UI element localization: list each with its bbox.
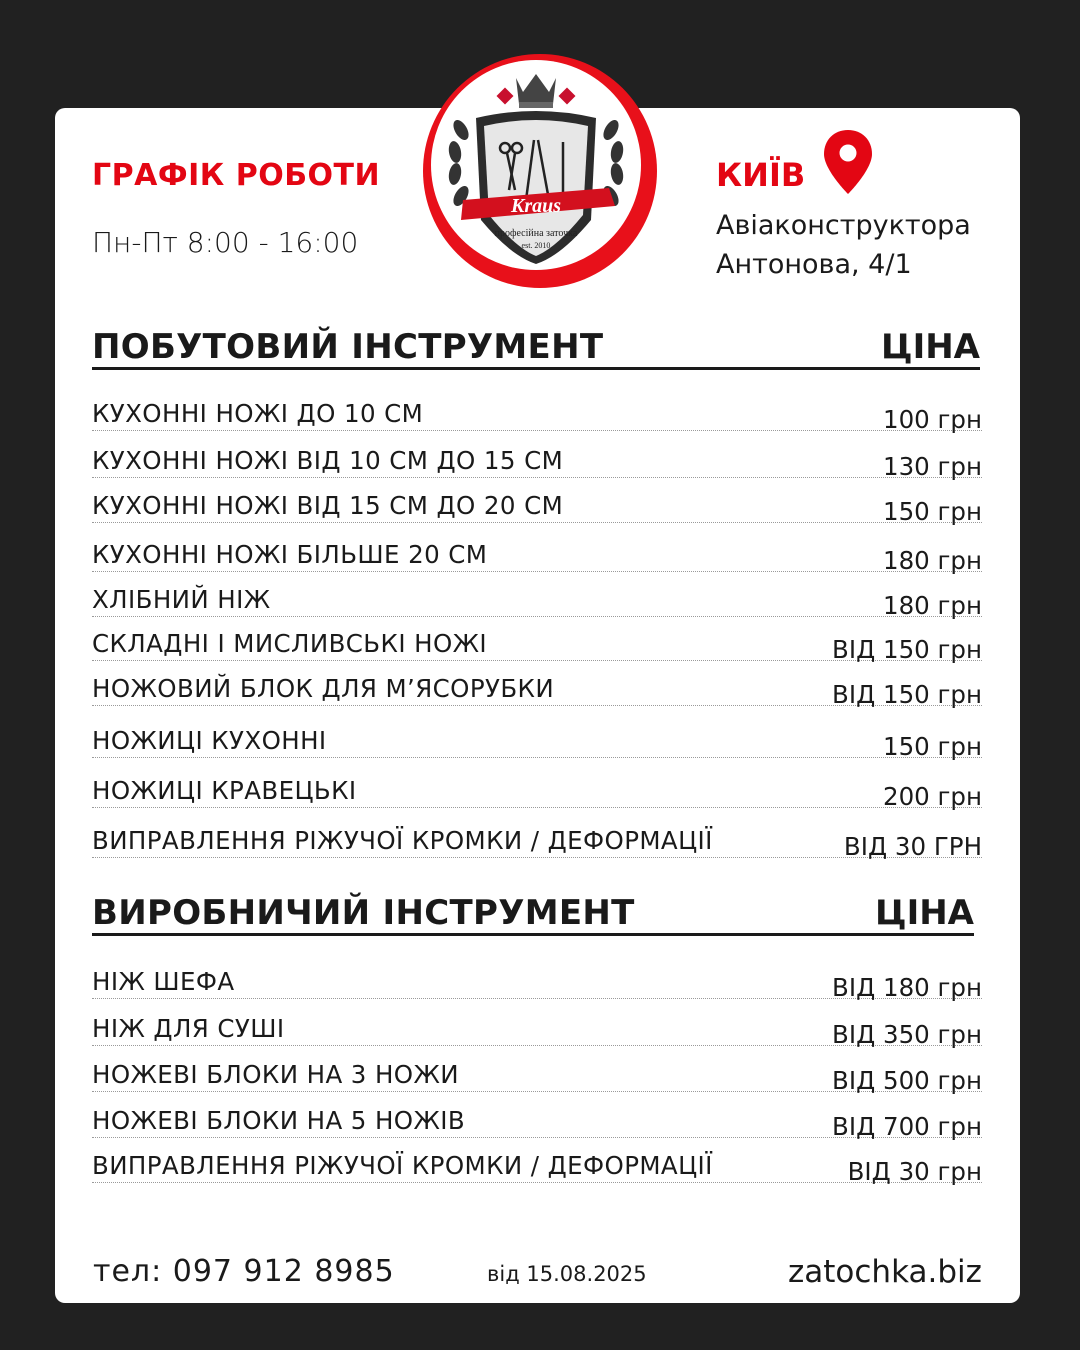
price-column-header: ЦІНА xyxy=(875,893,974,933)
item-name: КУХОННІ НОЖІ ВІД 15 СМ ДО 20 СМ xyxy=(92,491,564,520)
price-row xyxy=(92,1150,982,1186)
price-column-header: ЦІНА xyxy=(881,327,980,367)
section-header-household xyxy=(92,327,980,370)
section-title: ПОБУТОВИЙ ІНСТРУМЕНТ xyxy=(92,327,604,367)
item-name: КУХОННІ НОЖІ ВІД 10 СМ ДО 15 СМ xyxy=(92,446,564,475)
price-row xyxy=(92,775,982,811)
svg-text:професійна заточка: професійна заточка xyxy=(494,228,578,239)
city-title: КИЇВ xyxy=(716,156,806,194)
item-name: НОЖЕВІ БЛОКИ НА 5 НОЖІВ xyxy=(92,1106,466,1135)
item-name: ВИПРАВЛЕННЯ РІЖУЧОЇ КРОМКИ / ДЕФОРМАЦІЇ xyxy=(92,826,713,855)
item-name: ХЛІБНИЙ НІЖ xyxy=(92,585,271,614)
shield-icon xyxy=(431,60,641,270)
item-name: НОЖИЦІ КРАВЕЦЬКІ xyxy=(92,776,357,805)
phone-number[interactable]: тел: 097 912 8985 xyxy=(93,1254,395,1289)
item-price: ВІД 350 грн xyxy=(832,1020,982,1049)
item-price: 180 грн xyxy=(883,546,982,575)
item-price: ВІД 180 грн xyxy=(832,973,982,1002)
item-name: НОЖОВИЙ БЛОК ДЛЯ М’ЯСОРУБКИ xyxy=(92,674,555,703)
item-price: ВІД 500 грн xyxy=(832,1066,982,1095)
svg-text:Kraus: Kraus xyxy=(510,195,562,217)
item-name: НОЖИЦІ КУХОННІ xyxy=(92,726,327,755)
price-row xyxy=(92,725,982,761)
item-price: 150 грн xyxy=(883,497,982,526)
working-hours: Пн-Пт 8:00 - 16:00 xyxy=(92,226,359,259)
item-price: 100 грн xyxy=(883,405,982,434)
item-price: ВІД 150 грн xyxy=(832,635,982,664)
item-price: ВІД 700 грн xyxy=(832,1112,982,1141)
price-row xyxy=(92,1059,982,1095)
price-row xyxy=(92,584,982,620)
address-line-2: Антонова, 4/1 xyxy=(716,249,912,280)
address xyxy=(716,206,971,284)
price-row xyxy=(92,1105,982,1141)
map-pin-icon xyxy=(822,128,874,196)
item-price: 150 грн xyxy=(883,732,982,761)
item-name: НІЖ ШЕФА xyxy=(92,967,235,996)
price-row xyxy=(92,966,982,1002)
item-price: 200 грн xyxy=(883,782,982,811)
price-row xyxy=(92,539,982,575)
section-header-professional xyxy=(92,893,974,936)
website-link[interactable]: zatochka.biz xyxy=(788,1254,982,1290)
item-name: СКЛАДНІ І МИСЛИВСЬКІ НОЖІ xyxy=(92,629,488,658)
price-row xyxy=(92,398,982,434)
svg-text:est. 2010: est. 2010 xyxy=(521,241,551,250)
section-title: ВИРОБНИЧИЙ ІНСТРУМЕНТ xyxy=(92,893,635,933)
item-name: КУХОННІ НОЖІ ДО 10 СМ xyxy=(92,399,424,428)
item-name: НОЖЕВІ БЛОКИ НА 3 НОЖИ xyxy=(92,1060,459,1089)
valid-from-date: від 15.08.2025 xyxy=(487,1262,647,1286)
hours-title: ГРАФІК РОБОТИ xyxy=(92,158,381,193)
kraus-logo xyxy=(423,54,657,288)
item-price: ВІД 30 грн xyxy=(847,1157,982,1186)
item-price: 130 грн xyxy=(883,452,982,481)
crown-icon xyxy=(516,74,556,108)
item-price: 180 грн xyxy=(883,591,982,620)
price-row xyxy=(92,628,982,664)
item-name: НІЖ ДЛЯ СУШІ xyxy=(92,1014,285,1043)
price-row xyxy=(92,673,982,709)
address-line-1: Авіаконструктора xyxy=(716,210,971,241)
price-row xyxy=(92,445,982,481)
price-row xyxy=(92,825,982,861)
item-name: КУХОННІ НОЖІ БІЛЬШЕ 20 СМ xyxy=(92,540,488,569)
price-row xyxy=(92,1013,982,1049)
item-name: ВИПРАВЛЕННЯ РІЖУЧОЇ КРОМКИ / ДЕФОРМАЦІЇ xyxy=(92,1151,713,1180)
price-row xyxy=(92,490,982,526)
item-price: ВІД 30 ГРН xyxy=(843,832,982,861)
item-price: ВІД 150 грн xyxy=(832,680,982,709)
